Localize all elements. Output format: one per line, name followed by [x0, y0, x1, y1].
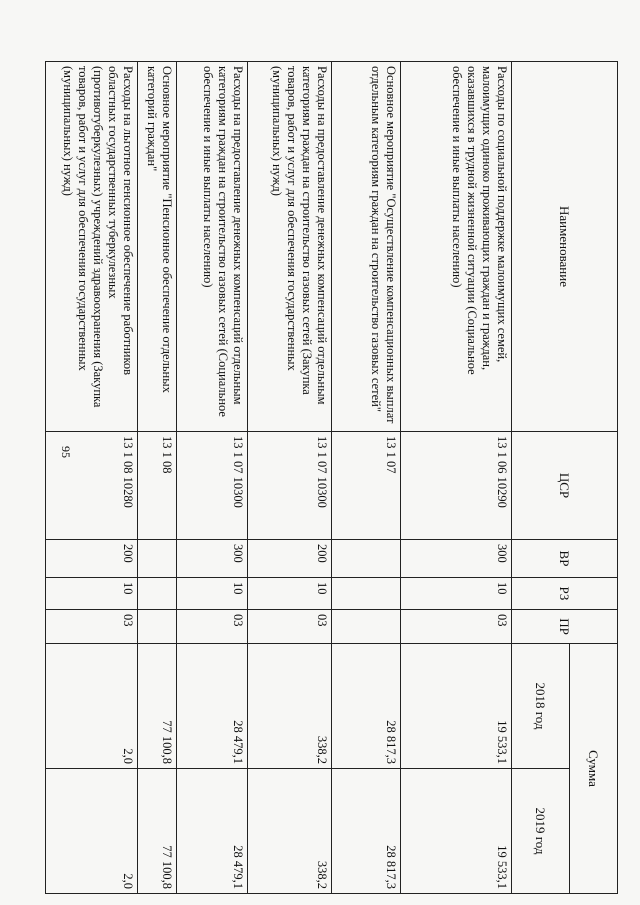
budget-table: [45, 61, 618, 894]
row-csr: 13 1 07: [332, 432, 401, 540]
table-row: [332, 62, 401, 894]
row-pr: [332, 610, 401, 644]
row-sum-2018: 28 817,3: [332, 644, 401, 769]
row-pr: 03: [177, 610, 248, 644]
table-row: [138, 62, 177, 894]
row-sum-2019: 338,2: [248, 769, 332, 894]
row-vr: [138, 540, 177, 578]
row-vr: [332, 540, 401, 578]
row-name: Расходы на предоставление денежных компенсаций отдельным категориям граждан на строительство газовых сетей (Социальное обеспечение и иные выплаты населению): [177, 62, 248, 432]
row-pr: 03: [46, 610, 138, 644]
header-pr: ПР: [512, 610, 618, 644]
row-csr: 13 1 08 10280: [46, 432, 138, 540]
row-csr: 13 1 07 10300: [177, 432, 248, 540]
row-pr: 03: [401, 610, 512, 644]
row-vr: 200: [46, 540, 138, 578]
row-sum-2019: 19 533,1: [401, 769, 512, 894]
row-name: Расходы на льготное пенсионное обеспечение работников областных государственных туберкулезных (противотуберкулезных) учреждений здравоохранения (Закупка товаров, работ и услуг для обеспечения государственных (муниципальных) нужд): [46, 62, 138, 432]
row-name: Расходы на предоставление денежных компенсаций отдельным категориям граждан на строительство газовых сетей (Закупка товаров, работ и услуг для обеспечения государственных (муниципальных) нужд): [248, 62, 332, 432]
row-sum-2018: 77 100,8: [138, 644, 177, 769]
page-number: 95: [59, 446, 73, 458]
row-rz: 10: [46, 578, 138, 610]
row-name: Расходы по социальной поддержке малоимущих семей, малоимущих одиноко проживающих граждан и граждан, оказавшихся в трудной жизненной ситуации (Социальное обеспечение и иные выплаты населению): [401, 62, 512, 432]
header-sum: Сумма: [570, 644, 618, 894]
row-sum-2019: 28 817,3: [332, 769, 401, 894]
row-rz: [332, 578, 401, 610]
table-row: [248, 62, 332, 894]
header-csr: ЦСР: [512, 432, 618, 540]
table-row: [177, 62, 248, 894]
row-sum-2018: 28 479,1: [177, 644, 248, 769]
header-year-2019: 2019 год: [512, 769, 570, 894]
table-row: [46, 62, 138, 894]
row-sum-2018: 2,0: [46, 644, 138, 769]
row-name: Основное мероприятие "Осуществление компенсационных выплат отдельным категориям граждан на строительство газовых сетей": [332, 62, 401, 432]
row-rz: [138, 578, 177, 610]
row-sum-2019: 2,0: [46, 769, 138, 894]
row-rz: 10: [401, 578, 512, 610]
header-name: Наименование: [512, 62, 618, 432]
row-vr: 200: [248, 540, 332, 578]
row-pr: [138, 610, 177, 644]
header-row-top: [570, 62, 618, 894]
row-rz: 10: [248, 578, 332, 610]
header-vr: ВР: [512, 540, 618, 578]
row-csr: 13 1 07 10300: [248, 432, 332, 540]
row-vr: 300: [177, 540, 248, 578]
row-csr: 13 1 06 10290: [401, 432, 512, 540]
header-rz: РЗ: [512, 578, 618, 610]
row-sum-2019: 28 479,1: [177, 769, 248, 894]
table-row: [401, 62, 512, 894]
rotated-table-wrapper: [61, 61, 618, 893]
row-vr: 300: [401, 540, 512, 578]
row-csr: 13 1 08: [138, 432, 177, 540]
row-name: Основное мероприятие "Пенсионное обеспечение отдельных категорий граждан": [138, 62, 177, 432]
row-sum-2019: 77 100,8: [138, 769, 177, 894]
row-sum-2018: 338,2: [248, 644, 332, 769]
row-pr: 03: [248, 610, 332, 644]
row-rz: 10: [177, 578, 248, 610]
header-year-2018: 2018 год: [512, 644, 570, 769]
row-sum-2018: 19 533,1: [401, 644, 512, 769]
